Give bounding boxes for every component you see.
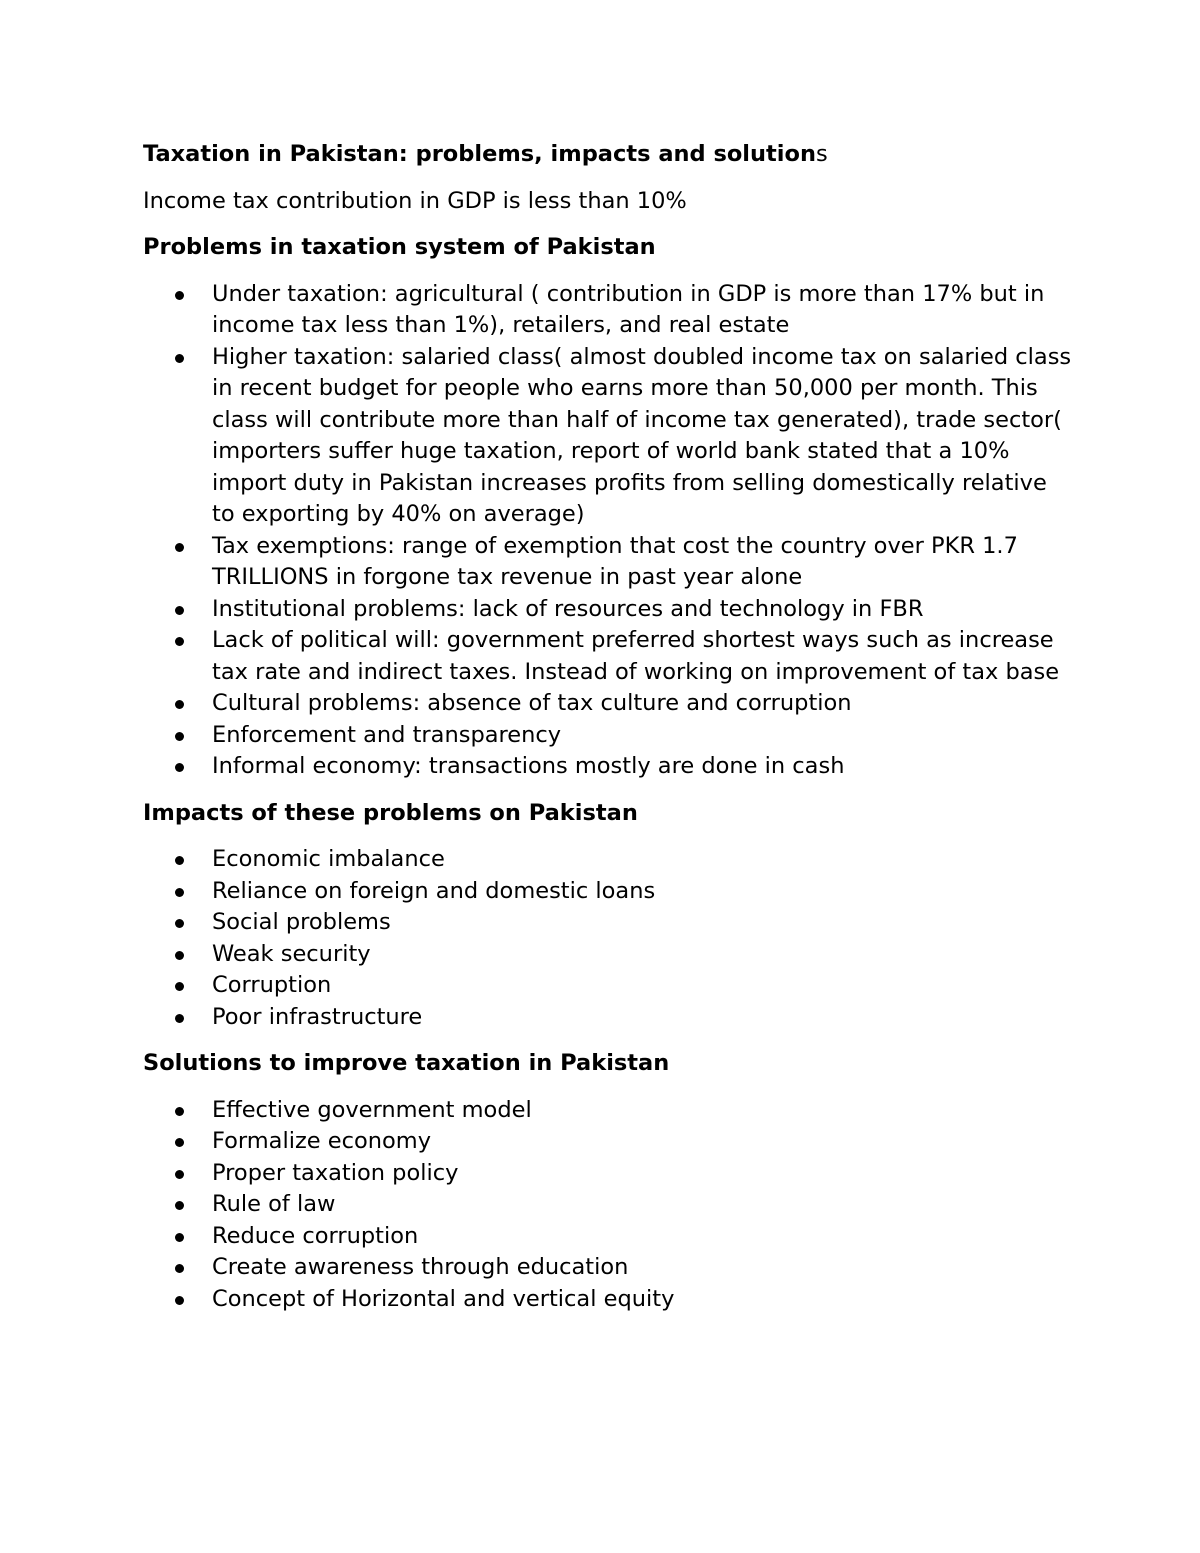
list-item-text: Rule of law — [212, 1191, 336, 1217]
list-item-text: Institutional problems: lack of resources and technology in FBR — [212, 595, 924, 622]
list-item — [143, 1252, 1073, 1284]
list-item — [143, 907, 1073, 939]
bullet-icon — [175, 1264, 184, 1273]
bullet-icon — [175, 354, 184, 363]
problems-list — [143, 279, 1073, 783]
solutions-list — [143, 1095, 1073, 1316]
list-item-text: Corruption — [212, 972, 332, 998]
list-item — [143, 1126, 1073, 1158]
list-item-text: Informal economy: transactions mostly are done in cash — [212, 753, 845, 779]
list-item-text: Proper taxation policy — [212, 1159, 459, 1186]
list-item — [143, 970, 1073, 1002]
intro-paragraph: Income tax contribution in GDP is less than 10% — [143, 187, 687, 214]
list-item — [143, 342, 1073, 531]
list-item-text: Poor infrastructure — [212, 1003, 423, 1030]
list-item — [143, 531, 1073, 594]
document-title-main: Taxation in Pakistan: problems, impacts and solution — [143, 141, 816, 167]
section-heading-solutions: Solutions to improve taxation in Pakistan — [143, 1050, 670, 1076]
bullet-icon — [175, 291, 184, 300]
document-body — [143, 139, 1073, 1330]
bullet-icon — [175, 1138, 184, 1147]
list-item-text: Tax exemptions: range of exemption that cost the country over PKR 1.7 TRILLIONS in forgone tax revenue in past year alone — [212, 532, 1018, 590]
document-title-tail: s — [815, 141, 828, 167]
list-item — [143, 939, 1073, 971]
list-item — [143, 876, 1073, 908]
list-item-text: Create awareness through education — [212, 1254, 629, 1280]
list-item-text: Enforcement and transparency — [212, 721, 562, 748]
section-heading-impacts: Impacts of these problems on Pakistan — [143, 799, 638, 826]
bullet-icon — [175, 1201, 184, 1210]
list-item-text: Effective government model — [212, 1096, 532, 1123]
bullet-icon — [175, 1233, 184, 1242]
list-item — [143, 279, 1073, 342]
list-item-text: Formalize economy — [212, 1128, 432, 1154]
bullet-icon — [175, 606, 184, 615]
document-title — [143, 139, 1073, 171]
bullet-icon — [175, 1107, 184, 1116]
bullet-icon — [175, 1014, 184, 1023]
list-item — [143, 1158, 1073, 1190]
list-item-text: Weak security — [212, 940, 371, 967]
list-item — [143, 625, 1073, 688]
bullet-icon — [175, 732, 184, 741]
list-item — [143, 1095, 1073, 1127]
bullet-icon — [175, 763, 184, 772]
bullet-icon — [175, 951, 184, 960]
list-item — [143, 688, 1073, 720]
list-item-text: Economic imbalance — [212, 846, 445, 872]
list-item-text: Cultural problems: absence of tax culture and corruption — [212, 690, 852, 716]
bullet-icon — [175, 888, 184, 897]
list-item-text: Social problems — [212, 909, 391, 935]
list-item-text: Higher taxation: salaried class( almost doubled income tax on salaried class in recent budget for people who earns more than 50,000 per month. This class will contribute more than half of income tax generated), trade sector( importers suffer huge taxation, report of world bank stated that a 10% import duty in Pakistan increases profits from selling domestically relative to exporting by 40% on average) — [212, 343, 1072, 527]
bullet-icon — [175, 1170, 184, 1179]
section-heading-problems: Problems in taxation system of Pakistan — [143, 234, 656, 260]
list-item — [143, 751, 1073, 783]
list-item-text: Reduce corruption — [212, 1222, 419, 1249]
bullet-icon — [175, 856, 184, 865]
list-item — [143, 594, 1073, 626]
list-item-text: Lack of political will: government preferred shortest ways such as increase tax rate and indirect taxes. Instead of working on improvement of tax base — [212, 627, 1060, 685]
list-item — [143, 1221, 1073, 1253]
bullet-icon — [175, 919, 184, 928]
list-item — [143, 844, 1073, 876]
list-item — [143, 1284, 1073, 1316]
bullet-icon — [175, 1296, 184, 1305]
list-item-text: Under taxation: agricultural ( contribution in GDP is more than 17% but in income tax less than 1%), retailers, and real estate — [212, 280, 1045, 338]
list-item — [143, 720, 1073, 752]
list-item-text: Reliance on foreign and domestic loans — [212, 877, 656, 904]
bullet-icon — [175, 637, 184, 646]
bullet-icon — [175, 543, 184, 552]
bullet-icon — [175, 700, 184, 709]
bullet-icon — [175, 982, 184, 991]
list-item — [143, 1002, 1073, 1034]
list-item — [143, 1189, 1073, 1221]
list-item-text: Concept of Horizontal and vertical equity — [212, 1285, 675, 1312]
impacts-list — [143, 844, 1073, 1033]
